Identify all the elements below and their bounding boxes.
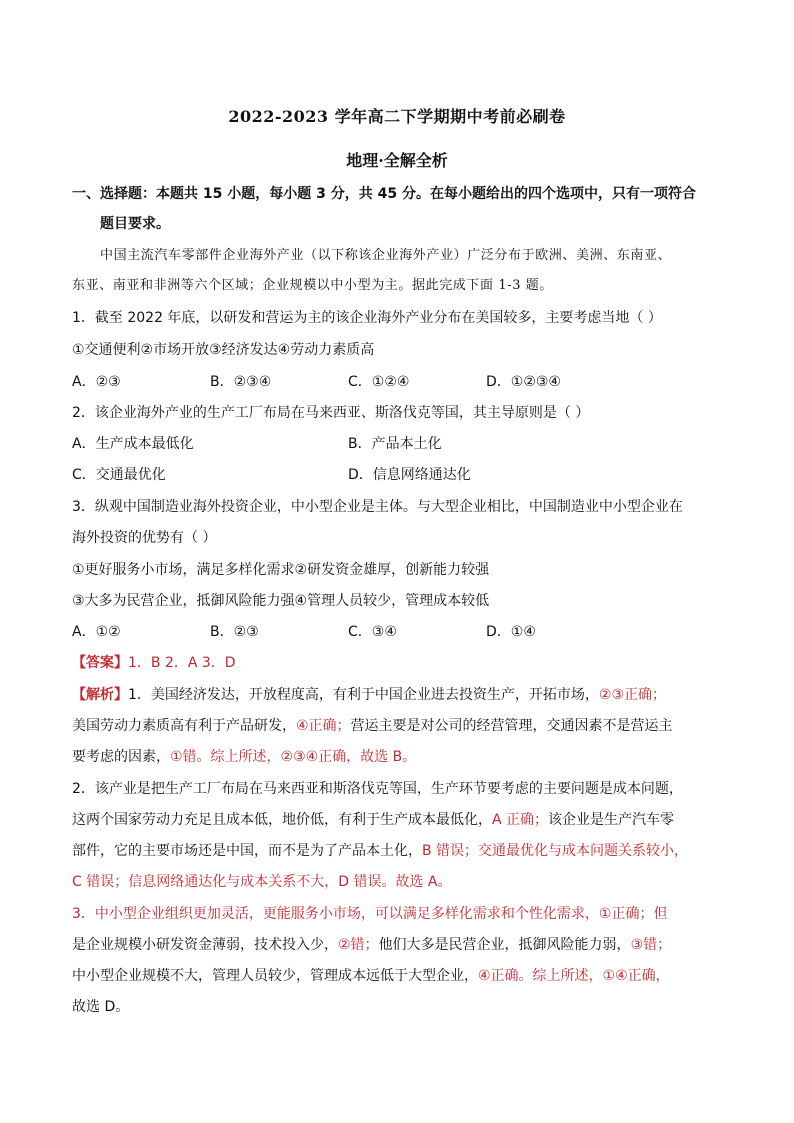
question-3-option-a: A．①②	[72, 624, 121, 640]
analysis-2-line4: C 错误；信息网络通达化与成本关系不大，D 错误。故选 A。	[72, 874, 452, 890]
question-2-stem: 2．该企业海外产业的生产工厂布局在马来西亚、斯洛伐克等国，其主导原则是（ ）	[72, 405, 590, 421]
analysis-2-line3	[72, 841, 688, 861]
analysis-text: 这两个国家劳动力充足且成本低，地价低，有利于生产成本最低化，	[72, 812, 492, 828]
analysis-text: 该企业是生产汽车零	[548, 812, 675, 828]
analysis-highlight: ④正确；	[296, 718, 351, 734]
analysis-highlight: ③错；	[630, 937, 672, 953]
analysis-text: 中小型企业规模不大，管理人员较少，管理成本远低于大型企业，	[72, 968, 478, 984]
answer-text: 1．B 2．A 3．D	[128, 655, 236, 671]
analysis-1-line2	[72, 716, 673, 736]
question-1-option-d: D．①②③④	[486, 374, 561, 390]
analysis-highlight: ④正确。综上所述，①④正确，	[478, 968, 670, 984]
analysis-3-line4: 故选 D。	[72, 999, 130, 1015]
answer-line	[72, 653, 236, 673]
analysis-highlight: 3．中小型企业组织更加灵活，更能服务小市场，可以满足多样化需求和个性化需求，	[72, 906, 599, 922]
analysis-text: 美国劳动力素质高有利于产品研发，	[72, 718, 296, 734]
question-3-items-line1: ①更好服务小市场，满足多样化需求②研发资金雄厚，创新能力较强	[72, 562, 490, 578]
analysis-highlight: ①正确；	[598, 906, 654, 922]
question-3-items-line2: ③大多为民营企业，抵御风险能力强④管理人员较少，管理成本较低	[72, 593, 490, 609]
question-2-option-d: D．信息网络通达化	[348, 467, 471, 483]
question-3-option-c: C．③④	[348, 624, 397, 640]
analysis-highlight: A 正确；	[492, 812, 549, 828]
analysis-2-line1: 2．该产业是把生产工厂布局在马来西亚和斯洛伐克等国，生产环节要考虑的主要问题是成本问题，	[72, 781, 683, 797]
question-1-option-a: A．②③	[72, 374, 121, 390]
analysis-highlight: ①错。综上所述，②③④正确，故选 B。	[170, 749, 417, 765]
analysis-text: 他们大多是民营企业，抵御风险能力弱，	[378, 937, 631, 953]
analysis-highlight: ②③正确；	[598, 687, 667, 703]
question-3-stem-line2: 海外投资的优势有（ ）	[72, 530, 217, 546]
question-3-option-b: B．②③	[210, 624, 259, 640]
analysis-highlight: 但	[653, 906, 668, 922]
analysis-text: 营运主要是对公司的经营管理，交通因素不是营运主	[350, 718, 673, 734]
analysis-1-line1	[72, 685, 666, 705]
question-1-option-c: C．①②④	[348, 374, 410, 390]
section-instruction-line2: 题目要求。	[100, 216, 170, 232]
question-1-items: ①交通便利②市场开放③经济发达④劳动力素质高	[72, 342, 375, 358]
question-2-option-c: C．交通最优化	[72, 467, 166, 483]
question-3-option-d: D．①④	[486, 624, 536, 640]
document-subtitle: 地理·全解全析	[346, 151, 448, 170]
question-1-stem: 1．截至 2022 年底，以研发和营运为主的该企业海外产业分布在美国较多，主要考虑当地（ ）	[72, 310, 662, 326]
analysis-highlight: ②错；	[338, 937, 379, 953]
question-2-option-a: A．生产成本最低化	[72, 436, 194, 452]
analysis-3-line3	[72, 966, 670, 986]
analysis-text: 是企业规模小研发资金薄弱，技术投入少，	[72, 937, 338, 953]
analysis-text: 要考虑的因素，	[72, 749, 170, 765]
analysis-text: 1．美国经济发达，开放程度高，有利于中国企业进去投资生产，开拓市场，	[128, 687, 599, 703]
analysis-text: 部件，它的主要市场还是中国，而不是为了产品本土化，	[72, 843, 422, 859]
analysis-2-line2	[72, 810, 674, 830]
passage-line2: 东亚、南亚和非洲等六个区域；企业规模以中小型为主。据此完成下面 1-3 题。	[72, 278, 553, 293]
analysis-1-line3	[72, 747, 416, 767]
section-instruction-line1: 一、选择题：本题共 15 小题，每小题 3 分，共 45 分。在每小题给出的四个选项中，只有一项符合	[72, 186, 696, 202]
passage-line1: 中国主流汽车零部件企业海外产业（以下称该企业海外产业）广泛分布于欧洲、美洲、东南亚、	[100, 248, 672, 263]
document-title: 2022-2023 学年高二下学期期中考前必刷卷	[228, 107, 566, 126]
analysis-label: 【解析】	[72, 687, 128, 703]
answer-label: 【答案】	[72, 655, 128, 671]
question-1-option-b: B．②③④	[210, 374, 272, 390]
question-2-option-b: B．产品本土化	[348, 436, 442, 452]
analysis-highlight: B 错误；交通最优化与成本问题关系较小，	[422, 843, 689, 859]
analysis-3-line1	[72, 904, 667, 924]
question-3-stem-line1: 3．纵观中国制造业海外投资企业，中小型企业是主体。与大型企业相比，中国制造业中小型企业在	[72, 499, 683, 515]
analysis-3-line2	[72, 935, 671, 955]
